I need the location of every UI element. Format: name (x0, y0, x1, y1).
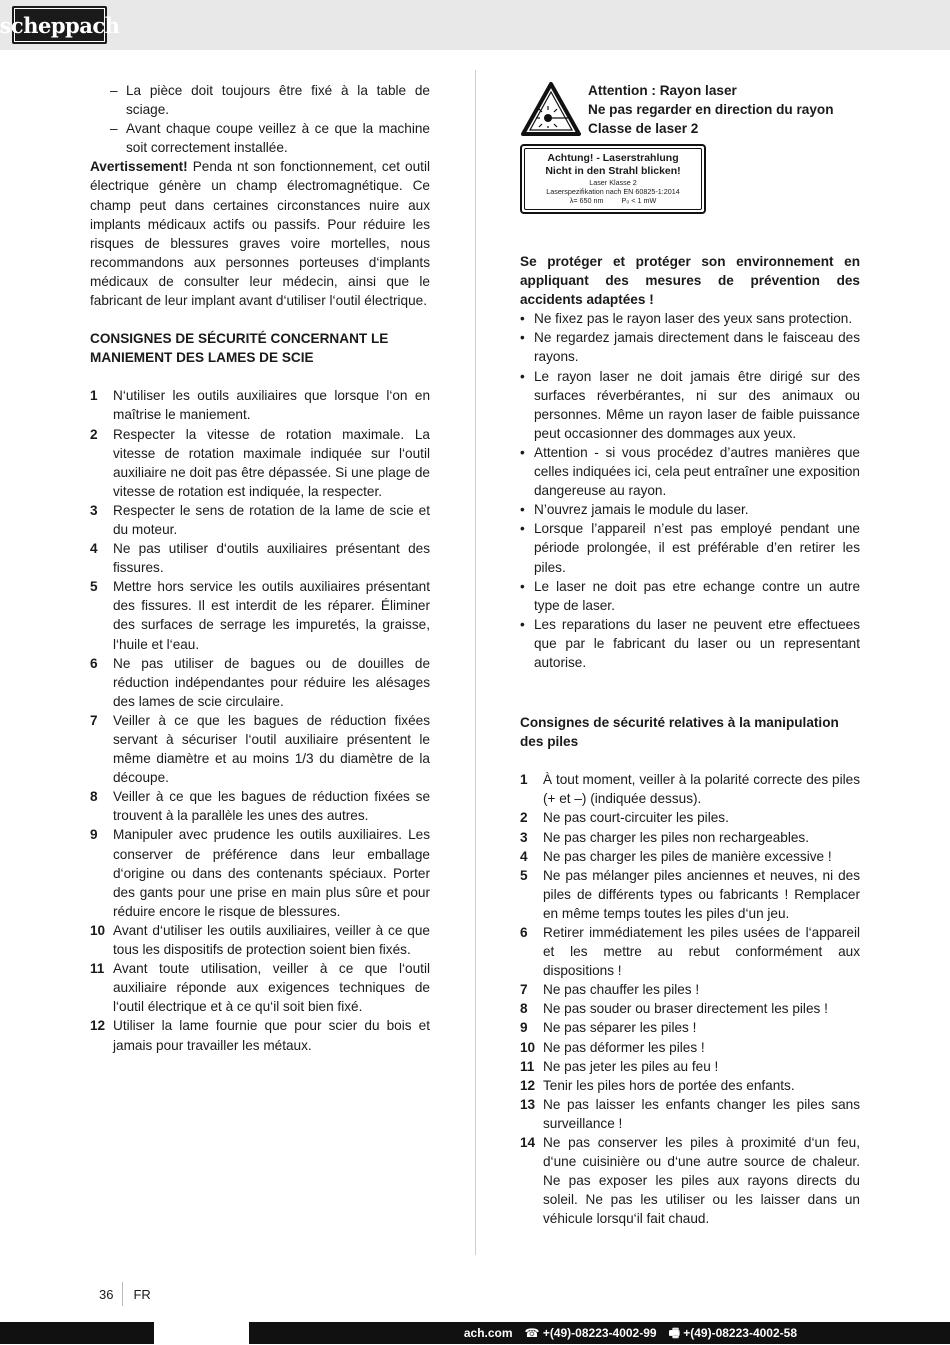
item-text: Ne pas jeter les piles au feu ! (543, 1058, 719, 1074)
bullet-list-item (520, 367, 860, 443)
numbered-list-item (520, 1076, 860, 1095)
bullet-marker: • (520, 368, 525, 384)
item-text: Ne pas laisser les enfants changer les piles sans surveillance ! (543, 1096, 860, 1131)
battery-list (520, 770, 860, 1228)
bullet-marker: • (520, 330, 525, 346)
saw-blade-list (90, 386, 430, 1054)
numbered-list-item (520, 923, 860, 980)
item-number: 4 (520, 848, 528, 864)
bullet-item-text: Lorsque l’appareil n’est pas employé pendant une période prolongée, il est préférable d’en retirer les piles. (534, 521, 860, 575)
item-text: Ne pas déformer les piles ! (543, 1039, 705, 1055)
bullet-marker: • (520, 521, 525, 537)
bullet-marker: • (520, 502, 525, 518)
right-column (520, 81, 860, 1229)
bullet-item-text: Attention - si vous procédez d’autres manières que celles indiquées ici, cela peut entraîner une exposition dangereuse au rayon. (534, 444, 860, 499)
numbered-list-item (90, 539, 430, 577)
laser-warning-line1: Attention : Rayon laser (588, 83, 737, 98)
item-number: 6 (520, 925, 528, 940)
item-number: 14 (520, 1135, 536, 1151)
dash-list-item (110, 81, 430, 119)
bullet-marker: • (520, 578, 525, 594)
warning-text: Penda nt son fonctionnement, cet outil électrique génère un champ électromagnétique. Ce champ peut dans certaines circonstances nuire aux implants médicaux actifs ou passifs. Pour réduire les risques de blessures graves voire mortelles, nous recommandons aux personnes porteuses d‘implants médicaux de consulter leur médecin, ainsi que le fabricant de leur implant avant d‘utiliser l‘outil électrique. (90, 159, 430, 309)
bullet-list-item (520, 577, 860, 615)
laser-warning-line2: Ne pas regarder en direction du rayon (588, 102, 834, 117)
laser-warning-icon (520, 81, 582, 137)
saw-blade-heading: CONSIGNES DE SÉCURITÉ CONCERNANT LE MANIEMENT DES LAMES DE SCIE (90, 331, 389, 366)
numbered-list-item (520, 999, 860, 1018)
item-number: 2 (90, 426, 98, 442)
item-text: Ne pas séparer les piles ! (543, 1020, 697, 1036)
item-number: 7 (520, 982, 528, 998)
numbered-list-item (520, 808, 860, 827)
item-number: 11 (520, 1058, 535, 1074)
numbered-list-item (90, 1016, 430, 1054)
battery-heading: Consignes de sécurité relatives à la manipulation des piles (520, 715, 839, 750)
item-text: Veiller à ce que les bagues de réduction fixées se trouvent à la parallèle les unes des autres. (113, 789, 430, 824)
numbered-list-item (520, 866, 860, 923)
item-text: Retirer immédiatement les piles usées de l‘appareil et les mettre au rebut conformément aux dispositions ! (543, 925, 860, 979)
item-number: 5 (90, 579, 98, 595)
item-text: Ne pas charger les piles non rechargeables. (543, 829, 809, 845)
item-text: Avant d‘utiliser les outils auxiliaires, veiller à ce que tous les dispositifs de protection soient bien fixés. (113, 922, 430, 958)
bullet-list-item (520, 309, 860, 328)
bullet-item-text: Le rayon laser ne doit jamais être dirigé sur des surfaces réverbérantes, ni sur des animaux ou personnes. Même un rayon laser de faible puissance peut occasionner des dommages aux yeux. (534, 368, 860, 441)
numbered-list-item (90, 577, 430, 653)
bullet-marker: • (520, 311, 525, 327)
item-text: Respecter le sens de rotation de la lame de scie et du moteur. (113, 502, 430, 537)
item-text: Ne pas court-circuiter les piles. (543, 810, 729, 826)
bullet-list-item (520, 500, 860, 519)
item-number: 1 (520, 772, 528, 788)
contact-bar (0, 1322, 950, 1344)
item-text: Veiller à ce que les bagues de réduction fixées servant à sécuriser l‘outil auxiliaire présentent le même diamètre et au moins 1/3 du diamètre de la découpe. (113, 712, 430, 786)
label-power: P₀ < 1 mW (621, 196, 657, 205)
language-code: FR (133, 1286, 151, 1302)
numbered-list-item (90, 386, 430, 424)
item-text: À tout moment, veiller à la polarité correcte des piles (+ et –) (indiquée dessus). (543, 772, 860, 807)
bullet-list-item (520, 615, 860, 672)
item-text: Avant toute utilisation, veiller à ce que l‘outil auxiliaire réponde aux exigences techniques de l‘outil électrique et à ce qu‘il soit bien fixé. (113, 961, 430, 1015)
item-text: Ne pas utiliser de bagues ou de douilles de réduction indépendantes pour réduire les alésages des lames de scie circulaire. (113, 655, 430, 709)
bullet-list-item (520, 519, 860, 576)
item-number: 8 (520, 1001, 528, 1017)
fax-number: 🖷 +(49)-08223-4002-58 (668, 1326, 797, 1340)
numbered-list-item (520, 980, 860, 999)
label-line3: Laser Klasse 2 (589, 178, 637, 187)
bullet-marker: • (520, 444, 525, 460)
bullet-item-text: N’ouvrez jamais le module du laser. (534, 502, 749, 518)
numbered-list-item (520, 1057, 860, 1076)
item-number: 7 (90, 712, 98, 728)
bullet-item-text: Ne regardez jamais directement dans le faisceau des rayons. (534, 330, 860, 365)
warning-label: Avertissement! (90, 159, 188, 175)
item-number: 5 (520, 867, 528, 883)
header-bar (0, 0, 950, 50)
dash-item-text: Avant chaque coupe veillez à ce que la machine soit correctement installée. (126, 121, 430, 156)
item-text: Ne pas mélanger piles anciennes et neuves, ni des piles de différents types ou fabricants ! Remplacer en même temps toutes les piles d‘un jeu. (543, 867, 860, 921)
bullet-list-item (520, 328, 860, 366)
dash-list-item (110, 119, 430, 157)
bullet-item-text: Ne fixez pas le rayon laser des yeux sans protection. (534, 311, 853, 327)
numbered-list-item (520, 847, 860, 866)
label-line2: Nicht in den Strahl blicken! (545, 165, 681, 177)
numbered-list-item (90, 654, 430, 711)
bullet-item-text: Le laser ne doit pas etre echange contre un autre type de laser. (534, 578, 860, 613)
numbered-list-item (520, 770, 860, 808)
column-divider (475, 70, 476, 1255)
item-text: Manipuler avec prudence les outils auxiliaires. Les conserver de préférence dans leur emballage d‘origine ou dans des contenants spéciaux. Porter des gants pour une prise en main plus sûre et pour réduire encore le risque de blessures. (113, 827, 430, 919)
dash-marker: – (110, 83, 118, 98)
item-text: N‘utiliser les outils auxiliaires que lorsque l‘on en maîtrise le maniement. (113, 388, 430, 423)
dash-item-text: La pièce doit toujours être fixé à la table de sciage. (126, 83, 430, 118)
bullet-marker: • (520, 616, 525, 632)
item-number: 3 (90, 502, 98, 518)
label-wavelength: λ= 650 nm (569, 196, 604, 205)
numbered-list-item (90, 501, 430, 539)
laser-warning-line3: Classe de laser 2 (588, 121, 699, 136)
numbered-list-item (90, 825, 430, 920)
item-text: Ne pas utiliser d‘outils auxiliaires présentant des fissures. (113, 541, 430, 576)
dash-list (90, 81, 430, 157)
numbered-list-item (90, 711, 430, 787)
numbered-list-item (90, 425, 430, 501)
item-number: 11 (90, 961, 105, 977)
label-line4: Laserspezifikation nach EN 60825-1:2014 (546, 187, 680, 196)
item-number: 6 (90, 655, 98, 671)
item-text: Ne pas conserver les piles à proximité d‘un feu, d‘une cuisinière ou d‘une autre source de chaleur. Ne pas exposer les piles aux rayons directs du soleil. Ne pas les utiliser ou les laisser dans un véhicule lorsqu‘il fait chaud. (543, 1135, 860, 1227)
page-footer (99, 1282, 151, 1306)
item-number: 3 (520, 829, 528, 845)
item-text: Ne pas charger les piles de manière excessive ! (543, 848, 832, 864)
protect-heading: Se protéger et protéger son environnement en appliquant des mesures de prévention des accidents adaptées ! (520, 254, 860, 308)
numbered-list-item (520, 1038, 860, 1057)
item-text: Respecter la vitesse de rotation maximale. La vitesse de rotation maximale indiquée sur l‘outil auxiliaire ne doit pas être dépassée. Si une plage de vitesse de rotation est indiquée, la respecter. (113, 426, 430, 499)
numbered-list-item (90, 959, 430, 1016)
item-text: Tenir les piles hors de portée des enfants. (543, 1077, 795, 1093)
item-number: 10 (90, 922, 106, 938)
dash-marker: – (110, 121, 118, 137)
item-text: Utiliser la lame fournie que pour scier du bois et jamais pour travailler les métaux. (113, 1018, 430, 1053)
numbered-list-item (90, 787, 430, 825)
numbered-list-item (520, 1018, 860, 1037)
numbered-list-item (520, 828, 860, 847)
item-number: 12 (90, 1018, 106, 1034)
laser-class-label (520, 144, 706, 214)
item-text: Ne pas chauffer les piles ! (543, 982, 700, 998)
bullet-item-text: Les reparations du laser ne peuvent etre effectuees que par le fabricant du laser ou un representant autorise. (534, 616, 860, 670)
laser-warning-block (520, 81, 860, 241)
item-number: 2 (520, 810, 528, 826)
scheppach-logo: scheppach (12, 6, 107, 44)
item-number: 1 (90, 388, 98, 404)
numbered-list-item (90, 921, 430, 959)
item-number: 8 (90, 789, 98, 805)
left-column (90, 81, 430, 1055)
numbered-list-item (520, 1133, 860, 1228)
laser-warning-text (588, 81, 834, 138)
item-number: 9 (520, 1020, 528, 1036)
item-number: 4 (90, 541, 98, 557)
emf-warning-paragraph (90, 157, 430, 310)
item-number: 10 (520, 1039, 536, 1055)
item-text: Mettre hors service les outils auxiliaires présentant des fissures. Il est interdit de les réparer. Éliminer des surfaces de serrage les impuretés, la graisse, l‘huile et l‘eau. (113, 579, 430, 652)
website-link[interactable]: ach.com (463, 1326, 513, 1340)
label-line1: Achtung! - Laserstrahlung (547, 152, 679, 164)
item-number: 12 (520, 1077, 536, 1093)
bullet-list-item (520, 443, 860, 500)
item-number: 9 (90, 827, 98, 843)
item-text: Ne pas souder ou braser directement les piles ! (543, 1001, 828, 1017)
numbered-list-item (520, 1095, 860, 1133)
item-number: 13 (520, 1096, 536, 1112)
phone-number: ☎ +(49)-08223-4002-99 (524, 1326, 657, 1340)
protect-list (520, 309, 860, 672)
page-number: 36 (99, 1286, 114, 1302)
